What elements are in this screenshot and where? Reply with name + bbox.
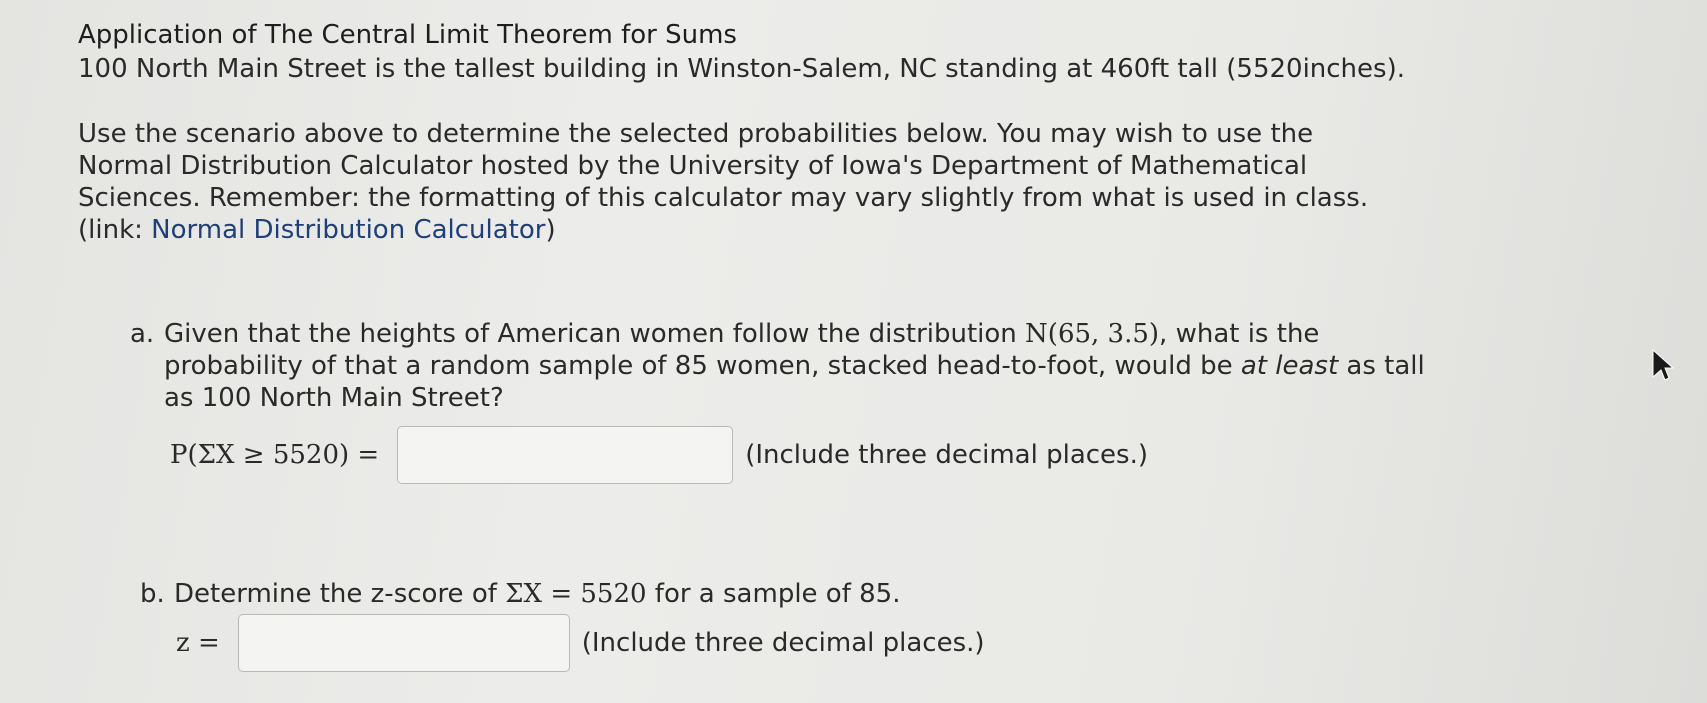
question-a-text-part-3: as tall as 100 North Main Street?	[164, 351, 1425, 413]
problem-content	[78, 18, 1638, 246]
instructions-closing: )	[545, 215, 556, 245]
instructions-paragraph	[78, 118, 1398, 246]
answer-b-hint: (Include three decimal places.)	[581, 628, 985, 658]
question-b-text	[174, 578, 1240, 610]
question-b	[140, 578, 1240, 610]
question-a-text	[164, 318, 1430, 414]
scenario-text: 100 North Main Street is the tallest building in Winston-Salem, NC standing at 460ft tall (5520inches).	[78, 54, 1405, 84]
question-a	[130, 318, 1430, 414]
probability-expression: P(ΣX ≥ 5520) =	[170, 440, 380, 470]
distribution-notation: N(65, 3.5)	[1025, 319, 1160, 349]
question-a-text-part-2: , what is the probability of that a random sample of 85 women, stacked head-to-foot, would be	[164, 319, 1320, 381]
instructions-text: Use the scenario above to determine the selected probabilities below. You may wish to use the Normal Distribution Calculator hosted by the University of Iowa's Department of Mathematical Sciences. Remember: the formatting of this calculator may vary slightly from what is used in class. (link:	[78, 119, 1369, 245]
question-a-text-part-1: Given that the heights of American women follow the distribution	[164, 319, 1026, 349]
answer-b-row	[176, 614, 985, 672]
probability-answer-input[interactable]	[397, 426, 733, 484]
question-b-text-part-2: for a sample of 85.	[646, 579, 901, 609]
normal-distribution-calculator-link[interactable]: Normal Distribution Calculator	[151, 215, 546, 245]
mouse-pointer-icon	[1651, 348, 1677, 382]
emphasis-at-least: at least	[1240, 351, 1339, 381]
question-b-text-part-1: Determine the z-score of	[174, 579, 506, 609]
question-b-letter: b.	[140, 579, 165, 609]
question-a-letter: a.	[130, 319, 155, 349]
answer-a-hint: (Include three decimal places.)	[745, 440, 1148, 470]
z-score-label: z =	[176, 628, 220, 658]
page-title: Application of The Central Limit Theorem for Sums	[78, 20, 737, 50]
z-score-answer-input[interactable]	[238, 614, 570, 672]
sum-expression: ΣX = 5520	[505, 579, 647, 609]
answer-a-row	[170, 426, 1148, 484]
